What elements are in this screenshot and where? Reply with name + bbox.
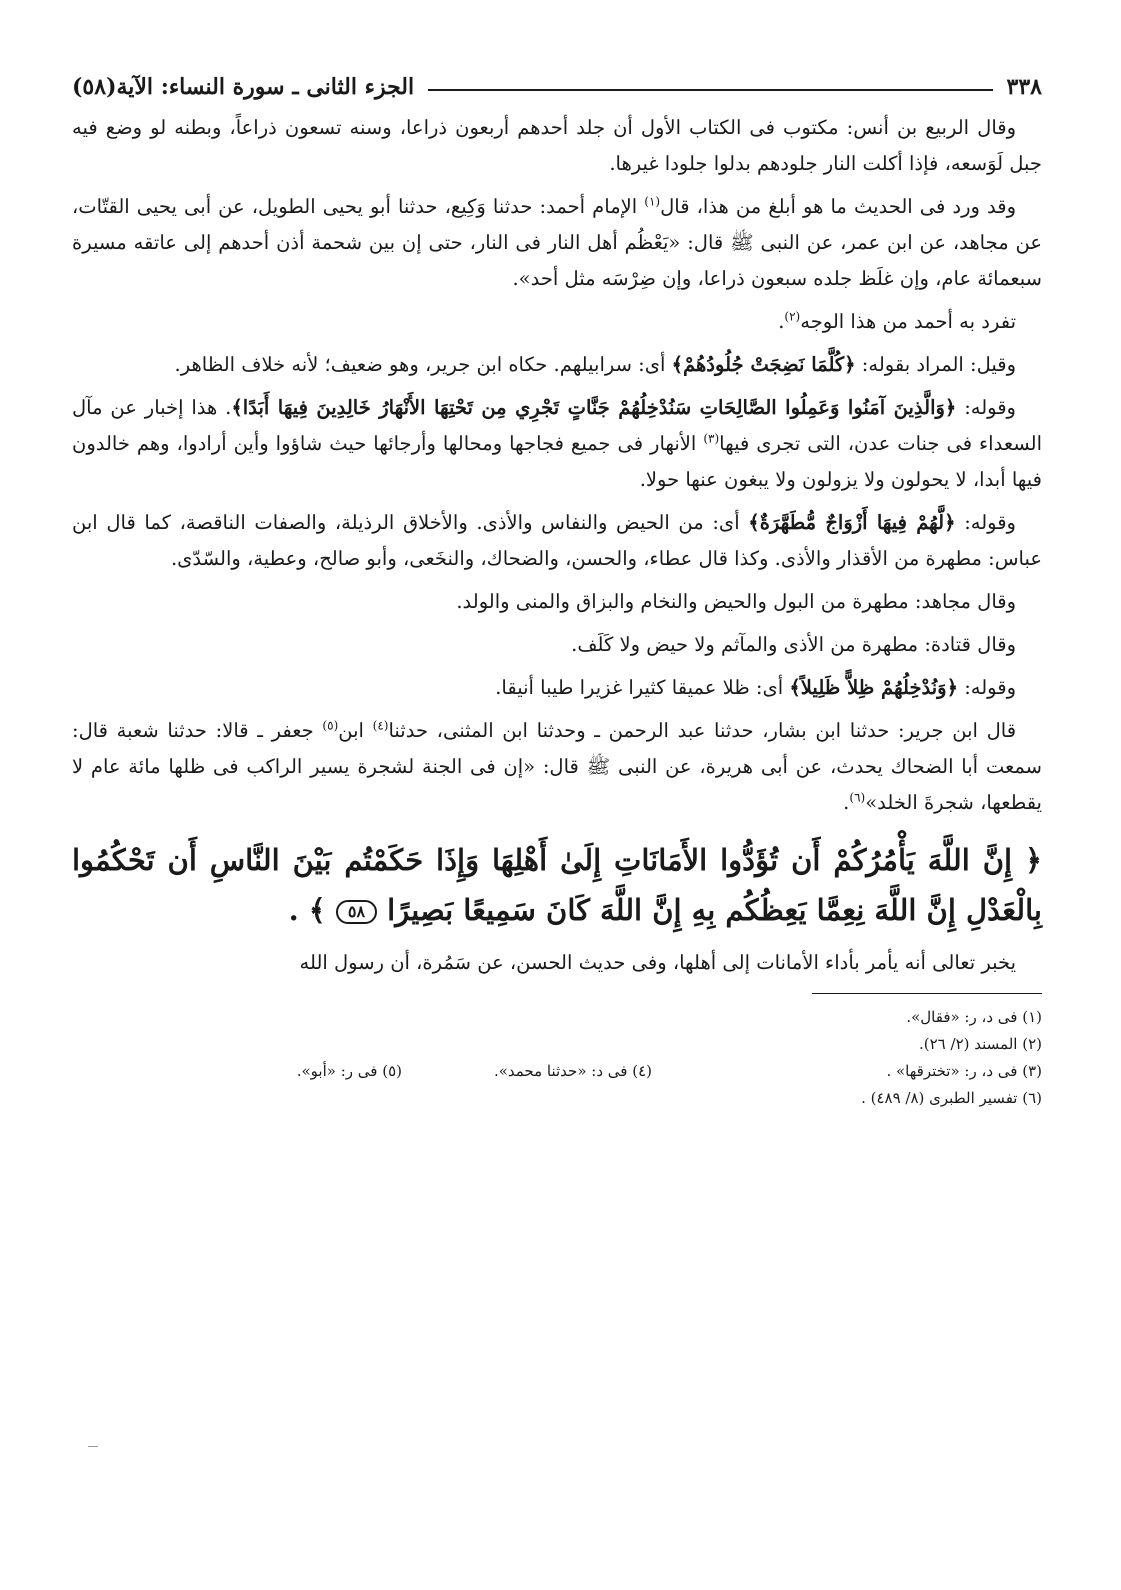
paragraph-jannat (72, 390, 1042, 498)
footnote-ref-5[interactable]: (٥) (322, 718, 339, 733)
footnote-1: (١) فى د، ر: «فقال». (906, 1008, 1042, 1026)
paragraph-qatada: وقال قتادة: مطهرة من الأذى والمآثم ولا حيض ولا كَلَف. (571, 633, 1016, 656)
paragraph-rabi: وقال الربيع بن أنس: مكتوب فى الكتاب الأول أن جلد أحدهم أربعون ذراعا، وسنه تسعون ذراعاً، وبطنه لو وضع فيه جبل لَوَسعه، فإذا أكلت النار جلودهم بدلوا جلودا غيرها. (72, 116, 1042, 175)
main-text (72, 110, 1042, 981)
page (72, 64, 1042, 1112)
ayah-number: ٥٨ (336, 900, 377, 924)
ayah-close: ﴾ . (288, 893, 336, 927)
text-run: تفرد به أحمد من هذا الوجه (800, 310, 1016, 333)
text-run: وقد ورد فى الحديث ما هو أبلغ من هذا، قال (660, 195, 1016, 218)
text-run: وقوله: (955, 511, 1016, 534)
footnote-ref-1[interactable]: (١) (644, 194, 661, 209)
header-rule (428, 89, 992, 91)
text-run: الأنهار فى جميع فجاجها ومحالها وأرجائها حيث شاؤوا وأين أرادوا، وهم خالدون فيها أبدا، لا يحولون ولا يزولون ولا يبغون عنها حولا. (72, 432, 1042, 491)
ayah-text: ﴿ إِنَّ اللَّهَ يَأْمُرُكُمْ أَن تُؤَدُّوا الأَمَانَاتِ إِلَىٰ أَهْلِهَا وَإِذَا حَكَمْتُم بَيْنَ النَّاسِ أَن تَحْكُمُوا بِالْعَدْلِ إِنَّ اللَّهَ نِعِمَّا يَعِظُكُم بِهِ إِنَّ اللَّهَ كَانَ سَمِيعًا بَصِيرًا (72, 843, 1042, 927)
quran-quote: ﴿لَّهُمْ فِيهَا أَزْوَاجٌ مُّطَهَّرَةٌ﴾ (748, 511, 956, 534)
page-number: ٣٣٨ (1006, 74, 1042, 100)
quran-quote: ﴿وَنُدْخِلُهُمْ ظِلاًّ ظَلِيلاً﴾ (789, 676, 959, 699)
footnote-ref-3[interactable]: (٣) (703, 431, 720, 446)
paragraph-tafarrud (72, 304, 1042, 340)
text-run: . هذا إخبار عن مآل السعداء فى جنات عدن، التى تجرى فيها (72, 396, 1042, 455)
footnotes (72, 1004, 1042, 1112)
footnote-5: (٥) فى ر: «أبو». (296, 1062, 402, 1080)
footnote-ref-4[interactable]: (٤) (372, 718, 389, 733)
text-run: الإمام أحمد: حدثنا وَكِيع، حدثنا أبو يحيى الطويل، عن أبى يحيى القتّات، عن مجاهد، عن ابن عمر، عن النبى ﷺ قال: «يَعْظُم أهل النار فى النار، حتى إن بين شحمة أذن أحدهم إلى عاتقه مسيرة سبعمائة عام، وإن غلَظ جلده سبعون ذراعا، وإن ضِرْسَه مثل أحد». (72, 195, 1042, 290)
text-run: . (778, 310, 785, 333)
text-run: . (843, 791, 850, 814)
text-run: أى: سرابيلهم. حكاه ابن جرير، وهو ضعيف؛ لأنه خلاف الظاهر. (174, 353, 672, 376)
paragraph-hadith-ahmad (72, 189, 1042, 297)
quran-quote: ﴿وَالَّذِينَ آمَنُوا وَعَمِلُوا الصَّالِحَاتِ سَنُدْخِلُهُمْ جَنَّاتٍ تَجْرِي مِن تَحْتِهَا الأَنْهَارُ خَالِدِينَ فِيهَا أَبَدًا﴾ (231, 396, 957, 419)
text-run: ابن (338, 719, 373, 742)
text-run: أى: من الحيض والنفاس والأذى. والأخلاق الرذيلة، والصفات الناقصة، كما قال ابن عباس: مطهرة من الأقذار والأذى. وكذا قال عطاء، والحسن، والضحاك، والنخَعى، وأبو صالح، وعطية، والسّدّى. (72, 511, 1042, 570)
ayah-block (72, 835, 1042, 935)
paragraph-azwaj (72, 505, 1042, 577)
footnote-ref-6[interactable]: (٦) (849, 790, 866, 805)
page-header (72, 64, 1042, 110)
paragraph-qila (72, 347, 1042, 383)
running-title: الجزء الثانى ـ سورة النساء: الآية(٥٨) (72, 74, 415, 100)
margin-mark (88, 1446, 98, 1447)
text-run: قال ابن جرير: حدثنا ابن بشار، حدثنا عبد الرحمن ـ وحدثنا ابن المثنى، حدثنا (388, 719, 1017, 742)
footnote-2: (٢) المسند (٢/ ٢٦). (919, 1035, 1042, 1053)
footnote-6: (٦) تفسير الطبرى (٨/ ٤٨٩) . (861, 1089, 1042, 1107)
quran-quote: ﴿كُلَّمَا نَضِجَتْ جُلُودُهُمْ﴾ (671, 353, 856, 376)
text-run: وقوله: (958, 676, 1016, 699)
paragraph-zill (72, 670, 1042, 706)
paragraph-amanat: يخبر تعالى أنه يأمر بأداء الأمانات إلى أهلها، وفى حديث الحسن، عن سَمُرة، أن رسول الله (299, 951, 1016, 974)
paragraph-mujahid: وقال مجاهد: مطهرة من البول والحيض والنخام والبزاق والمنى والولد. (456, 590, 1016, 613)
footnote-4: (٤) فى د: «حدثنا محمد». (493, 1062, 652, 1080)
paragraph-ibn-jarir (72, 713, 1042, 821)
text-run: وقيل: المراد بقوله: (855, 353, 1016, 376)
footnote-separator (812, 993, 1042, 994)
text-run: وقوله: (956, 396, 1016, 419)
footnote-row (72, 1058, 1042, 1085)
text-run: أى: ظلا عميقا كثيرا غزيرا طيبا أنيقا. (495, 676, 790, 699)
footnote-ref-2[interactable]: (٢) (784, 309, 801, 324)
text-run: جعفر ـ قالا: حدثنا شعبة قال: سمعت أبا الضحاك يحدث، عن أبى هريرة، عن النبى ﷺ قال: «إن فى الجنة لشجرة يسير الراكب فى ظلها مائة عام لا يقطعها، شجرةَ الخلد» (72, 719, 1042, 814)
footnote-3: (٣) فى د، ر: «تخترقها» . (886, 1062, 1042, 1080)
